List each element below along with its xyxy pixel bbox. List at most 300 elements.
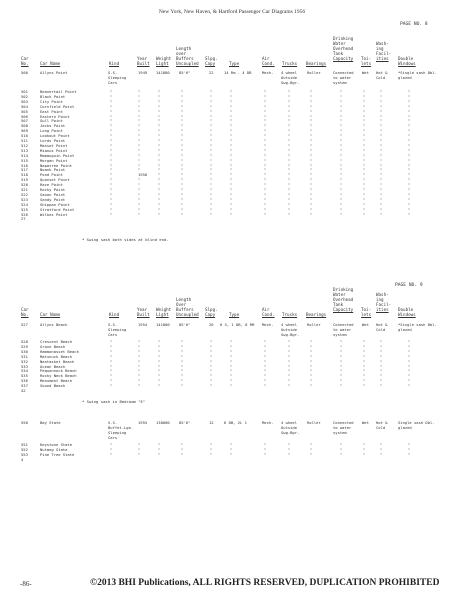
ditto-mark: "	[310, 118, 313, 124]
ditto-mark: "	[288, 451, 291, 457]
ditto-mark: "	[408, 118, 411, 124]
ditto-mark: "	[138, 162, 141, 168]
ditto-mark: "	[340, 103, 343, 109]
ditto-mark: "	[210, 123, 213, 129]
car-name: Allyns Beach	[40, 322, 68, 327]
ditto-mark: "	[210, 383, 213, 389]
length: 85'6"	[179, 420, 191, 425]
car-number: 511	[21, 138, 28, 143]
ditto-mark: "	[310, 167, 313, 173]
weight-light: 141800	[156, 322, 170, 327]
ditto-mark: "	[340, 138, 343, 143]
ditto-mark: "	[363, 152, 366, 158]
toilets: Wet	[362, 420, 369, 425]
ditto-mark: "	[158, 383, 161, 389]
ditto-mark: "	[181, 177, 184, 183]
ditto-mark: "	[363, 133, 366, 139]
ditto-mark: "	[340, 123, 343, 129]
ditto-mark: "	[264, 147, 267, 153]
ditto-mark: "	[310, 113, 313, 119]
col-trucks: Trucks	[282, 312, 298, 317]
ditto-mark: "	[380, 162, 383, 168]
length: 85'6"	[179, 70, 191, 75]
car-name: Ocean Beach	[40, 363, 66, 369]
trucks: 4 wheel Outside Swg.Bgr.	[281, 70, 300, 85]
ditto-mark: "	[340, 348, 343, 354]
ditto-mark: "	[264, 211, 267, 217]
ditto-mark: "	[380, 368, 383, 374]
ditto-mark: "	[210, 162, 213, 168]
ditto-mark: "	[380, 348, 383, 354]
ditto-mark: "	[210, 363, 213, 369]
ditto-mark: "	[264, 167, 267, 173]
table-row	[0, 216, 464, 221]
ditto-mark: "	[138, 358, 141, 364]
section2-note: * Swing sash in Bedroom "E"	[82, 399, 146, 404]
ditto-mark: "	[363, 108, 366, 114]
ditto-mark: "	[158, 353, 161, 359]
ditto-mark: "	[138, 211, 141, 217]
ditto-mark: "	[230, 98, 233, 104]
ditto-mark: "	[340, 182, 343, 188]
ditto-mark: "	[264, 363, 267, 369]
length: 85'6"	[179, 322, 191, 327]
ditto-mark: "	[310, 358, 313, 364]
ditto-mark: "	[363, 383, 366, 389]
ditto-mark: "	[110, 118, 113, 124]
ditto-mark: "	[138, 118, 141, 124]
ditto-mark: "	[340, 451, 343, 457]
ditto-mark: "	[310, 182, 313, 188]
ditto-mark: "	[230, 103, 233, 109]
col-water: Drinking Water Overhead Tank Capacity	[333, 36, 354, 61]
car-number: 42	[21, 388, 26, 393]
ditto-mark: "	[138, 339, 141, 344]
ditto-mark: "	[264, 142, 267, 148]
ditto-mark: "	[210, 157, 213, 163]
ditto-mark: "	[264, 451, 267, 457]
car-number: 507	[21, 118, 28, 124]
ditto-mark: "	[363, 103, 366, 109]
ditto-mark: "	[408, 446, 411, 452]
ditto-mark: "	[363, 138, 366, 143]
ditto-mark: "	[363, 201, 366, 207]
ditto-mark: "	[288, 191, 291, 197]
ditto-mark: "	[210, 211, 213, 217]
ditto-mark: "	[264, 123, 267, 129]
ditto-mark: "	[408, 103, 411, 109]
car-name: Masset Point	[40, 142, 68, 148]
ditto-mark: "	[158, 206, 161, 212]
ditto-mark: "	[340, 378, 343, 384]
ditto-mark: "	[288, 353, 291, 359]
ditto-mark: "	[340, 191, 343, 197]
ditto-mark: "	[138, 103, 141, 109]
ditto-mark: "	[158, 177, 161, 183]
ditto-mark: "	[158, 172, 161, 178]
ditto-mark: "	[210, 142, 213, 148]
ditto-mark: "	[181, 89, 184, 94]
ditto-mark: "	[230, 177, 233, 183]
ditto-mark: "	[340, 211, 343, 217]
toilets: Wet	[362, 70, 369, 75]
ditto-mark: "	[210, 378, 213, 384]
ditto-mark: "	[340, 373, 343, 379]
ditto-mark: "	[138, 451, 141, 457]
ditto-mark: "	[288, 201, 291, 207]
ditto-mark: "	[264, 157, 267, 163]
ditto-mark: "	[264, 103, 267, 109]
ditto-mark: "	[408, 133, 411, 139]
ditto-mark: "	[230, 142, 233, 148]
car-name: Gull Point	[40, 118, 63, 124]
ditto-mark: "	[230, 206, 233, 212]
ditto-mark: "	[138, 113, 141, 119]
ditto-mark: "	[210, 167, 213, 173]
ditto-mark: "	[288, 442, 291, 447]
car-number: 500	[21, 70, 28, 75]
trucks: 4 wheel Outside Swg.Bgr.	[281, 322, 300, 337]
ditto-mark: "	[181, 108, 184, 114]
ditto-mark: "	[138, 138, 141, 143]
ditto-mark: "	[138, 167, 141, 173]
ditto-mark: "	[288, 446, 291, 452]
ditto-mark: "	[230, 182, 233, 188]
car-name: Pond Point	[40, 172, 63, 178]
ditto-mark: "	[340, 201, 343, 207]
ditto-mark: "	[210, 113, 213, 119]
ditto-mark: "	[158, 89, 161, 94]
ditto-mark: "	[158, 196, 161, 202]
col-water: Drinking Water Overhead Tank Capacity	[333, 287, 354, 312]
ditto-mark: "	[181, 152, 184, 158]
ditto-mark: "	[310, 108, 313, 114]
ditto-mark: "	[380, 138, 383, 143]
ditto-mark: "	[230, 442, 233, 447]
ditto-mark: "	[408, 162, 411, 168]
ditto-mark: "	[110, 442, 113, 447]
ditto-mark: "	[363, 378, 366, 384]
page-label: PAGE NO. 8	[400, 22, 428, 27]
ditto-mark: "	[408, 128, 411, 134]
car-number: 509	[21, 128, 28, 134]
ditto-mark: "	[158, 373, 161, 379]
ditto-mark: "	[110, 363, 113, 369]
ditto-mark: "	[310, 368, 313, 374]
ditto-mark: "	[138, 446, 141, 452]
ditto-mark: "	[264, 201, 267, 207]
ditto-mark: "	[310, 93, 313, 99]
ditto-mark: "	[230, 373, 233, 379]
ditto-mark: "	[310, 138, 313, 143]
ditto-mark: "	[380, 442, 383, 447]
ditto-mark: "	[230, 348, 233, 354]
car-name: East Point	[40, 108, 63, 114]
car-name: City Point	[40, 98, 63, 104]
ditto-mark: "	[408, 147, 411, 153]
ditto-mark: "	[210, 368, 213, 374]
ditto-mark: "	[230, 187, 233, 192]
car-name: Mianus Point	[40, 147, 68, 153]
ditto-mark: "	[380, 358, 383, 364]
ditto-mark: "	[158, 363, 161, 369]
ditto-mark: "	[138, 187, 141, 192]
car-number: 530	[21, 348, 28, 354]
ditto-mark: "	[264, 339, 267, 344]
ditto-mark: "	[380, 187, 383, 192]
ditto-mark: "	[230, 138, 233, 143]
ditto-mark: "	[264, 133, 267, 139]
ditto-mark: "	[264, 348, 267, 354]
ditto-mark: "	[340, 133, 343, 139]
ditto-mark: "	[380, 147, 383, 153]
col-weight: Weight Light	[156, 56, 172, 66]
ditto-mark: "	[230, 451, 233, 457]
col-weight: Weight Light	[156, 307, 172, 317]
col-air: Air Cond.	[262, 307, 275, 317]
table-row	[0, 457, 464, 462]
ditto-mark: "	[288, 157, 291, 163]
ditto-mark: "	[264, 196, 267, 202]
ditto-mark: "	[158, 108, 161, 114]
ditto-mark: "	[363, 113, 366, 119]
ditto-mark: "	[158, 113, 161, 119]
ditto-mark: "	[363, 191, 366, 197]
col-bearings: Bearings	[306, 61, 327, 66]
ditto-mark: "	[363, 196, 366, 202]
ditto-mark: "	[408, 187, 411, 192]
ditto-mark: "	[138, 373, 141, 379]
ditto-mark: "	[230, 358, 233, 364]
ditto-mark: "	[110, 358, 113, 364]
ditto-mark: "	[380, 353, 383, 359]
ditto-mark: "	[110, 177, 113, 183]
ditto-mark: "	[380, 98, 383, 104]
ditto-mark: "	[210, 128, 213, 134]
ditto-mark: "	[230, 89, 233, 94]
ditto-mark: "	[363, 211, 366, 217]
ditto-mark: "	[288, 98, 291, 104]
ditto-mark: "	[181, 118, 184, 124]
ditto-mark: "	[110, 211, 113, 217]
ditto-mark: "	[210, 133, 213, 139]
ditto-mark: "	[181, 157, 184, 163]
ditto-mark: "	[138, 152, 141, 158]
ditto-mark: "	[110, 133, 113, 139]
ditto-mark: "	[408, 348, 411, 354]
ditto-mark: "	[230, 353, 233, 359]
col-washing: Wash- ing Facil- ities	[376, 41, 392, 61]
ditto-mark: "	[230, 368, 233, 374]
ditto-mark: "	[181, 93, 184, 99]
ditto-mark: "	[408, 383, 411, 389]
ditto-mark: "	[380, 373, 383, 379]
ditto-mark: "	[110, 187, 113, 192]
ditto-mark: "	[158, 118, 161, 124]
car-name: Lords Point	[40, 138, 66, 143]
ditto-mark: "	[340, 368, 343, 374]
ditto-mark: "	[158, 138, 161, 143]
car-number: 524	[21, 201, 28, 207]
ditto-mark: "	[210, 187, 213, 192]
ditto-mark: "	[210, 442, 213, 447]
ditto-mark: "	[264, 206, 267, 212]
ditto-mark: "	[181, 103, 184, 109]
car-number: 528	[21, 339, 28, 344]
ditto-mark: "	[363, 147, 366, 153]
ditto-mark: "	[363, 348, 366, 354]
ditto-mark: "	[181, 182, 184, 188]
ditto-mark: "	[210, 339, 213, 344]
ditto-mark: "	[408, 211, 411, 217]
ditto-mark: "	[210, 182, 213, 188]
ditto-mark: "	[230, 167, 233, 173]
car-number: 508	[21, 123, 28, 129]
water: Connected to water system	[333, 420, 354, 435]
ditto-mark: "	[110, 368, 113, 374]
ditto-mark: "	[264, 152, 267, 158]
ditto-mark: "	[181, 162, 184, 168]
ditto-mark: "	[110, 152, 113, 158]
ditto-mark: "	[158, 147, 161, 153]
ditto-mark: "	[138, 368, 141, 374]
ditto-mark: "	[264, 172, 267, 178]
ditto-mark: "	[380, 201, 383, 207]
car-name: Grove Beach	[40, 343, 66, 349]
ditto-mark: "	[288, 133, 291, 139]
ditto-mark: "	[181, 172, 184, 178]
ditto-mark: "	[210, 177, 213, 183]
table-row	[0, 388, 464, 393]
ditto-mark: "	[340, 187, 343, 192]
ditto-mark: "	[288, 177, 291, 183]
car-number: 535	[21, 373, 28, 379]
car-number: 523	[21, 196, 28, 202]
ditto-mark: "	[138, 442, 141, 447]
car-number: 515	[21, 157, 28, 163]
car-name: Wilkes Point	[40, 211, 68, 217]
ditto-mark: "	[264, 187, 267, 192]
ditto-mark: "	[181, 206, 184, 212]
ditto-mark: "	[310, 142, 313, 148]
ditto-mark: "	[110, 383, 113, 389]
ditto-mark: "	[363, 353, 366, 359]
col-year: Year Built	[137, 307, 150, 317]
ditto-mark: "	[408, 368, 411, 374]
year-built: 1955	[138, 420, 148, 425]
ditto-mark: "	[230, 133, 233, 139]
car-number: 551	[21, 442, 28, 447]
ditto-mark: "	[310, 89, 313, 94]
ditto-mark: "	[408, 442, 411, 447]
ditto-mark: "	[310, 157, 313, 163]
ditto-mark: "	[380, 89, 383, 94]
type: 14 Rm - 4 DB	[224, 70, 252, 75]
ditto-mark: "	[380, 152, 383, 158]
ditto-mark: "	[363, 162, 366, 168]
car-name: Morgan Point	[40, 157, 68, 163]
col-trucks: Trucks	[282, 61, 298, 66]
ditto-mark: "	[408, 353, 411, 359]
ditto-mark: "	[288, 196, 291, 202]
car-number: 517	[21, 167, 28, 173]
ditto-mark: "	[340, 353, 343, 359]
car-name: Quonset Point	[40, 177, 70, 183]
ditto-mark: "	[210, 98, 213, 104]
col-bearings: Bearings	[306, 312, 327, 317]
ditto-mark: "	[138, 147, 141, 153]
ditto-mark: "	[181, 196, 184, 202]
col-year: Year Built	[137, 56, 150, 66]
ditto-mark: "	[380, 339, 383, 344]
ditto-mark: "	[288, 348, 291, 354]
ditto-mark: "	[264, 358, 267, 364]
ditto-mark: "	[380, 191, 383, 197]
ditto-mark: "	[340, 206, 343, 212]
ditto-mark: "	[138, 142, 141, 148]
ditto-mark: "	[340, 152, 343, 158]
car-name: Pine Tree State	[40, 451, 75, 457]
ditto-mark: "	[110, 201, 113, 207]
ditto-mark: "	[264, 138, 267, 143]
ditto-mark: "	[288, 211, 291, 217]
car-number: 552	[21, 446, 28, 452]
ditto-mark: "	[181, 201, 184, 207]
ditto-mark: "	[363, 187, 366, 192]
ditto-mark: "	[363, 172, 366, 178]
ditto-mark: "	[288, 93, 291, 99]
ditto-mark: "	[210, 138, 213, 143]
ditto-mark: "	[230, 339, 233, 344]
ditto-mark: "	[288, 343, 291, 349]
car-name: Lookout Point	[40, 133, 70, 139]
windows: *Single sash Dbl. glazed	[398, 70, 437, 80]
ditto-mark: "	[264, 93, 267, 99]
ditto-mark: "	[181, 368, 184, 374]
ditto-mark: "	[210, 89, 213, 94]
ditto-mark: "	[138, 196, 141, 202]
water: Connected to water system	[333, 322, 354, 337]
ditto-mark: "	[288, 138, 291, 143]
document-header: New York, New Haven, & Hartford Passenger Car Diagrams 1956	[158, 9, 306, 15]
ditto-mark: "	[210, 196, 213, 202]
ditto-mark: "	[340, 446, 343, 452]
ditto-mark: "	[138, 343, 141, 349]
ditto-mark: "	[181, 339, 184, 344]
car-number: 504	[21, 103, 28, 109]
ditto-mark: "	[380, 167, 383, 173]
windows: Single sash Dbl. glazed	[398, 420, 435, 430]
ditto-mark: "	[408, 343, 411, 349]
ditto-mark: "	[310, 339, 313, 344]
car-name: Saxon Point	[40, 191, 66, 197]
slpg-capy: 12	[209, 420, 214, 425]
ditto-mark: "	[380, 182, 383, 188]
ditto-mark: "	[310, 147, 313, 153]
ditto-mark: "	[110, 343, 113, 349]
ditto-mark: "	[408, 206, 411, 212]
ditto-mark: "	[158, 451, 161, 457]
air-cond: Mech.	[262, 420, 274, 425]
ditto-mark: "	[230, 123, 233, 129]
ditto-mark: "	[408, 167, 411, 173]
ditto-mark: "	[181, 191, 184, 197]
ditto-mark: "	[288, 118, 291, 124]
car-number: 519	[21, 177, 28, 183]
ditto-mark: "	[380, 103, 383, 109]
ditto-mark: "	[363, 182, 366, 188]
ditto-mark: "	[408, 157, 411, 163]
